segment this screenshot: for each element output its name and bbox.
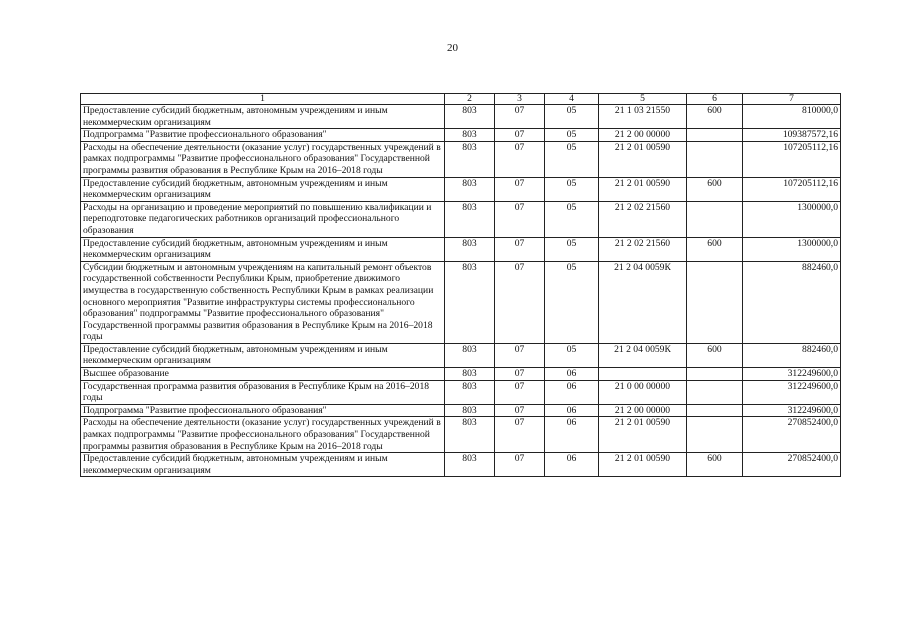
expense-type-cell: 600 [687, 343, 743, 367]
column-header: 4 [545, 94, 599, 105]
expense-type-cell [687, 261, 743, 343]
item-name-cell: Предоставление субсидий бюджетным, автономным учреждениям и иным некоммерческим организациям [81, 177, 445, 201]
ministry-code-cell: 803 [445, 261, 495, 343]
target-article-cell [599, 368, 687, 381]
item-name-cell: Предоставление субсидий бюджетным, автономным учреждениям и иным некоммерческим организациям [81, 105, 445, 129]
table-row [81, 343, 841, 367]
item-name-cell: Расходы на организацию и проведение мероприятий по повышению квалификации и переподготовке педагогических работников организаций профессионального образования [81, 201, 445, 237]
expense-type-cell [687, 380, 743, 404]
section-code-cell: 07 [495, 237, 545, 261]
budget-table [80, 93, 841, 477]
item-name-cell: Государственная программа развития образования в Республике Крым на 2016–2018 годы [81, 380, 445, 404]
item-name-cell: Подпрограмма "Развитие профессионального образования" [81, 129, 445, 142]
subsection-code-cell: 05 [545, 141, 599, 177]
section-code-cell: 07 [495, 261, 545, 343]
table-row [81, 201, 841, 237]
table-row [81, 129, 841, 142]
expense-type-cell [687, 404, 743, 417]
item-name-cell: Высшее образование [81, 368, 445, 381]
table-row [81, 177, 841, 201]
expense-type-cell [687, 201, 743, 237]
table-row [81, 261, 841, 343]
amount-cell: 107205112,16 [743, 177, 841, 201]
expense-type-cell [687, 129, 743, 142]
column-header: 3 [495, 94, 545, 105]
item-name-cell: Субсидии бюджетным и автономным учреждениям на капитальный ремонт объектов государственной собственности Республики Крым, приобретение движимого имущества в государственную собственность Республики Крым в рамках реализации основного мероприятия "Развитие инфраструктуры системы профессионального образования" подпрограммы "Развитие профессионального образования" Государственной программы развития образования в Республике Крым на 2016–2018 годы [81, 261, 445, 343]
item-name-cell: Предоставление субсидий бюджетным, автономным учреждениям и иным некоммерческим организациям [81, 237, 445, 261]
ministry-code-cell: 803 [445, 417, 495, 453]
amount-cell: 1300000,0 [743, 237, 841, 261]
subsection-code-cell: 05 [545, 237, 599, 261]
column-header: 7 [743, 94, 841, 105]
section-code-cell: 07 [495, 201, 545, 237]
table-row [81, 368, 841, 381]
ministry-code-cell: 803 [445, 201, 495, 237]
column-header: 6 [687, 94, 743, 105]
expense-type-cell: 600 [687, 237, 743, 261]
item-name-cell: Расходы на обеспечение деятельности (оказание услуг) государственных учреждений в рамках подпрограммы "Развитие профессионального образования" Государственной программы развития образования в Республике Крым на 2016–2018 годы [81, 417, 445, 453]
expense-type-cell [687, 368, 743, 381]
amount-cell: 109387572,16 [743, 129, 841, 142]
amount-cell: 882460,0 [743, 343, 841, 367]
subsection-code-cell: 06 [545, 368, 599, 381]
section-code-cell: 07 [495, 368, 545, 381]
target-article-cell: 21 2 01 00590 [599, 177, 687, 201]
amount-cell: 270852400,0 [743, 453, 841, 477]
subsection-code-cell: 05 [545, 343, 599, 367]
column-header: 2 [445, 94, 495, 105]
column-header: 5 [599, 94, 687, 105]
section-code-cell: 07 [495, 105, 545, 129]
target-article-cell: 21 2 00 00000 [599, 404, 687, 417]
section-code-cell: 07 [495, 453, 545, 477]
amount-cell: 312249600,0 [743, 380, 841, 404]
section-code-cell: 07 [495, 343, 545, 367]
item-name-cell: Предоставление субсидий бюджетным, автономным учреждениям и иным некоммерческим организациям [81, 343, 445, 367]
amount-cell: 882460,0 [743, 261, 841, 343]
section-code-cell: 07 [495, 404, 545, 417]
subsection-code-cell: 05 [545, 105, 599, 129]
ministry-code-cell: 803 [445, 343, 495, 367]
subsection-code-cell: 05 [545, 201, 599, 237]
ministry-code-cell: 803 [445, 177, 495, 201]
ministry-code-cell: 803 [445, 368, 495, 381]
subsection-code-cell: 06 [545, 417, 599, 453]
section-code-cell: 07 [495, 177, 545, 201]
ministry-code-cell: 803 [445, 237, 495, 261]
item-name-cell: Подпрограмма "Развитие профессионального образования" [81, 404, 445, 417]
amount-cell: 107205112,16 [743, 141, 841, 177]
amount-cell: 270852400,0 [743, 417, 841, 453]
item-name-cell: Расходы на обеспечение деятельности (оказание услуг) государственных учреждений в рамках подпрограммы "Развитие профессионального образования" Государственной программы развития образования в Республике Крым на 2016–2018 годы [81, 141, 445, 177]
section-code-cell: 07 [495, 141, 545, 177]
section-code-cell: 07 [495, 129, 545, 142]
ministry-code-cell: 803 [445, 453, 495, 477]
expense-type-cell [687, 417, 743, 453]
table-row [81, 237, 841, 261]
table-row [81, 417, 841, 453]
amount-cell: 312249600,0 [743, 404, 841, 417]
ministry-code-cell: 803 [445, 404, 495, 417]
target-article-cell: 21 0 00 00000 [599, 380, 687, 404]
expense-type-cell: 600 [687, 453, 743, 477]
item-name-cell: Предоставление субсидий бюджетным, автономным учреждениям и иным некоммерческим организациям [81, 453, 445, 477]
amount-cell: 312249600,0 [743, 368, 841, 381]
table-row [81, 141, 841, 177]
expense-type-cell [687, 141, 743, 177]
target-article-cell: 21 1 03 21550 [599, 105, 687, 129]
subsection-code-cell: 06 [545, 453, 599, 477]
target-article-cell: 21 2 01 00590 [599, 141, 687, 177]
target-article-cell: 21 2 00 00000 [599, 129, 687, 142]
ministry-code-cell: 803 [445, 380, 495, 404]
section-code-cell: 07 [495, 417, 545, 453]
target-article-cell: 21 2 02 21560 [599, 201, 687, 237]
subsection-code-cell: 05 [545, 177, 599, 201]
expense-type-cell: 600 [687, 105, 743, 129]
ministry-code-cell: 803 [445, 129, 495, 142]
ministry-code-cell: 803 [445, 141, 495, 177]
page-number: 20 [447, 42, 458, 54]
expense-type-cell: 600 [687, 177, 743, 201]
column-header: 1 [81, 94, 445, 105]
target-article-cell: 21 2 02 21560 [599, 237, 687, 261]
ministry-code-cell: 803 [445, 105, 495, 129]
subsection-code-cell: 05 [545, 261, 599, 343]
subsection-code-cell: 06 [545, 404, 599, 417]
table-row [81, 404, 841, 417]
table-row [81, 453, 841, 477]
table-row [81, 380, 841, 404]
section-code-cell: 07 [495, 380, 545, 404]
subsection-code-cell: 06 [545, 380, 599, 404]
table-header-row [81, 94, 841, 105]
amount-cell: 810000,0 [743, 105, 841, 129]
target-article-cell: 21 2 04 0059К [599, 261, 687, 343]
subsection-code-cell: 05 [545, 129, 599, 142]
target-article-cell: 21 2 04 0059К [599, 343, 687, 367]
target-article-cell: 21 2 01 00590 [599, 417, 687, 453]
target-article-cell: 21 2 01 00590 [599, 453, 687, 477]
amount-cell: 1300000,0 [743, 201, 841, 237]
table-row [81, 105, 841, 129]
